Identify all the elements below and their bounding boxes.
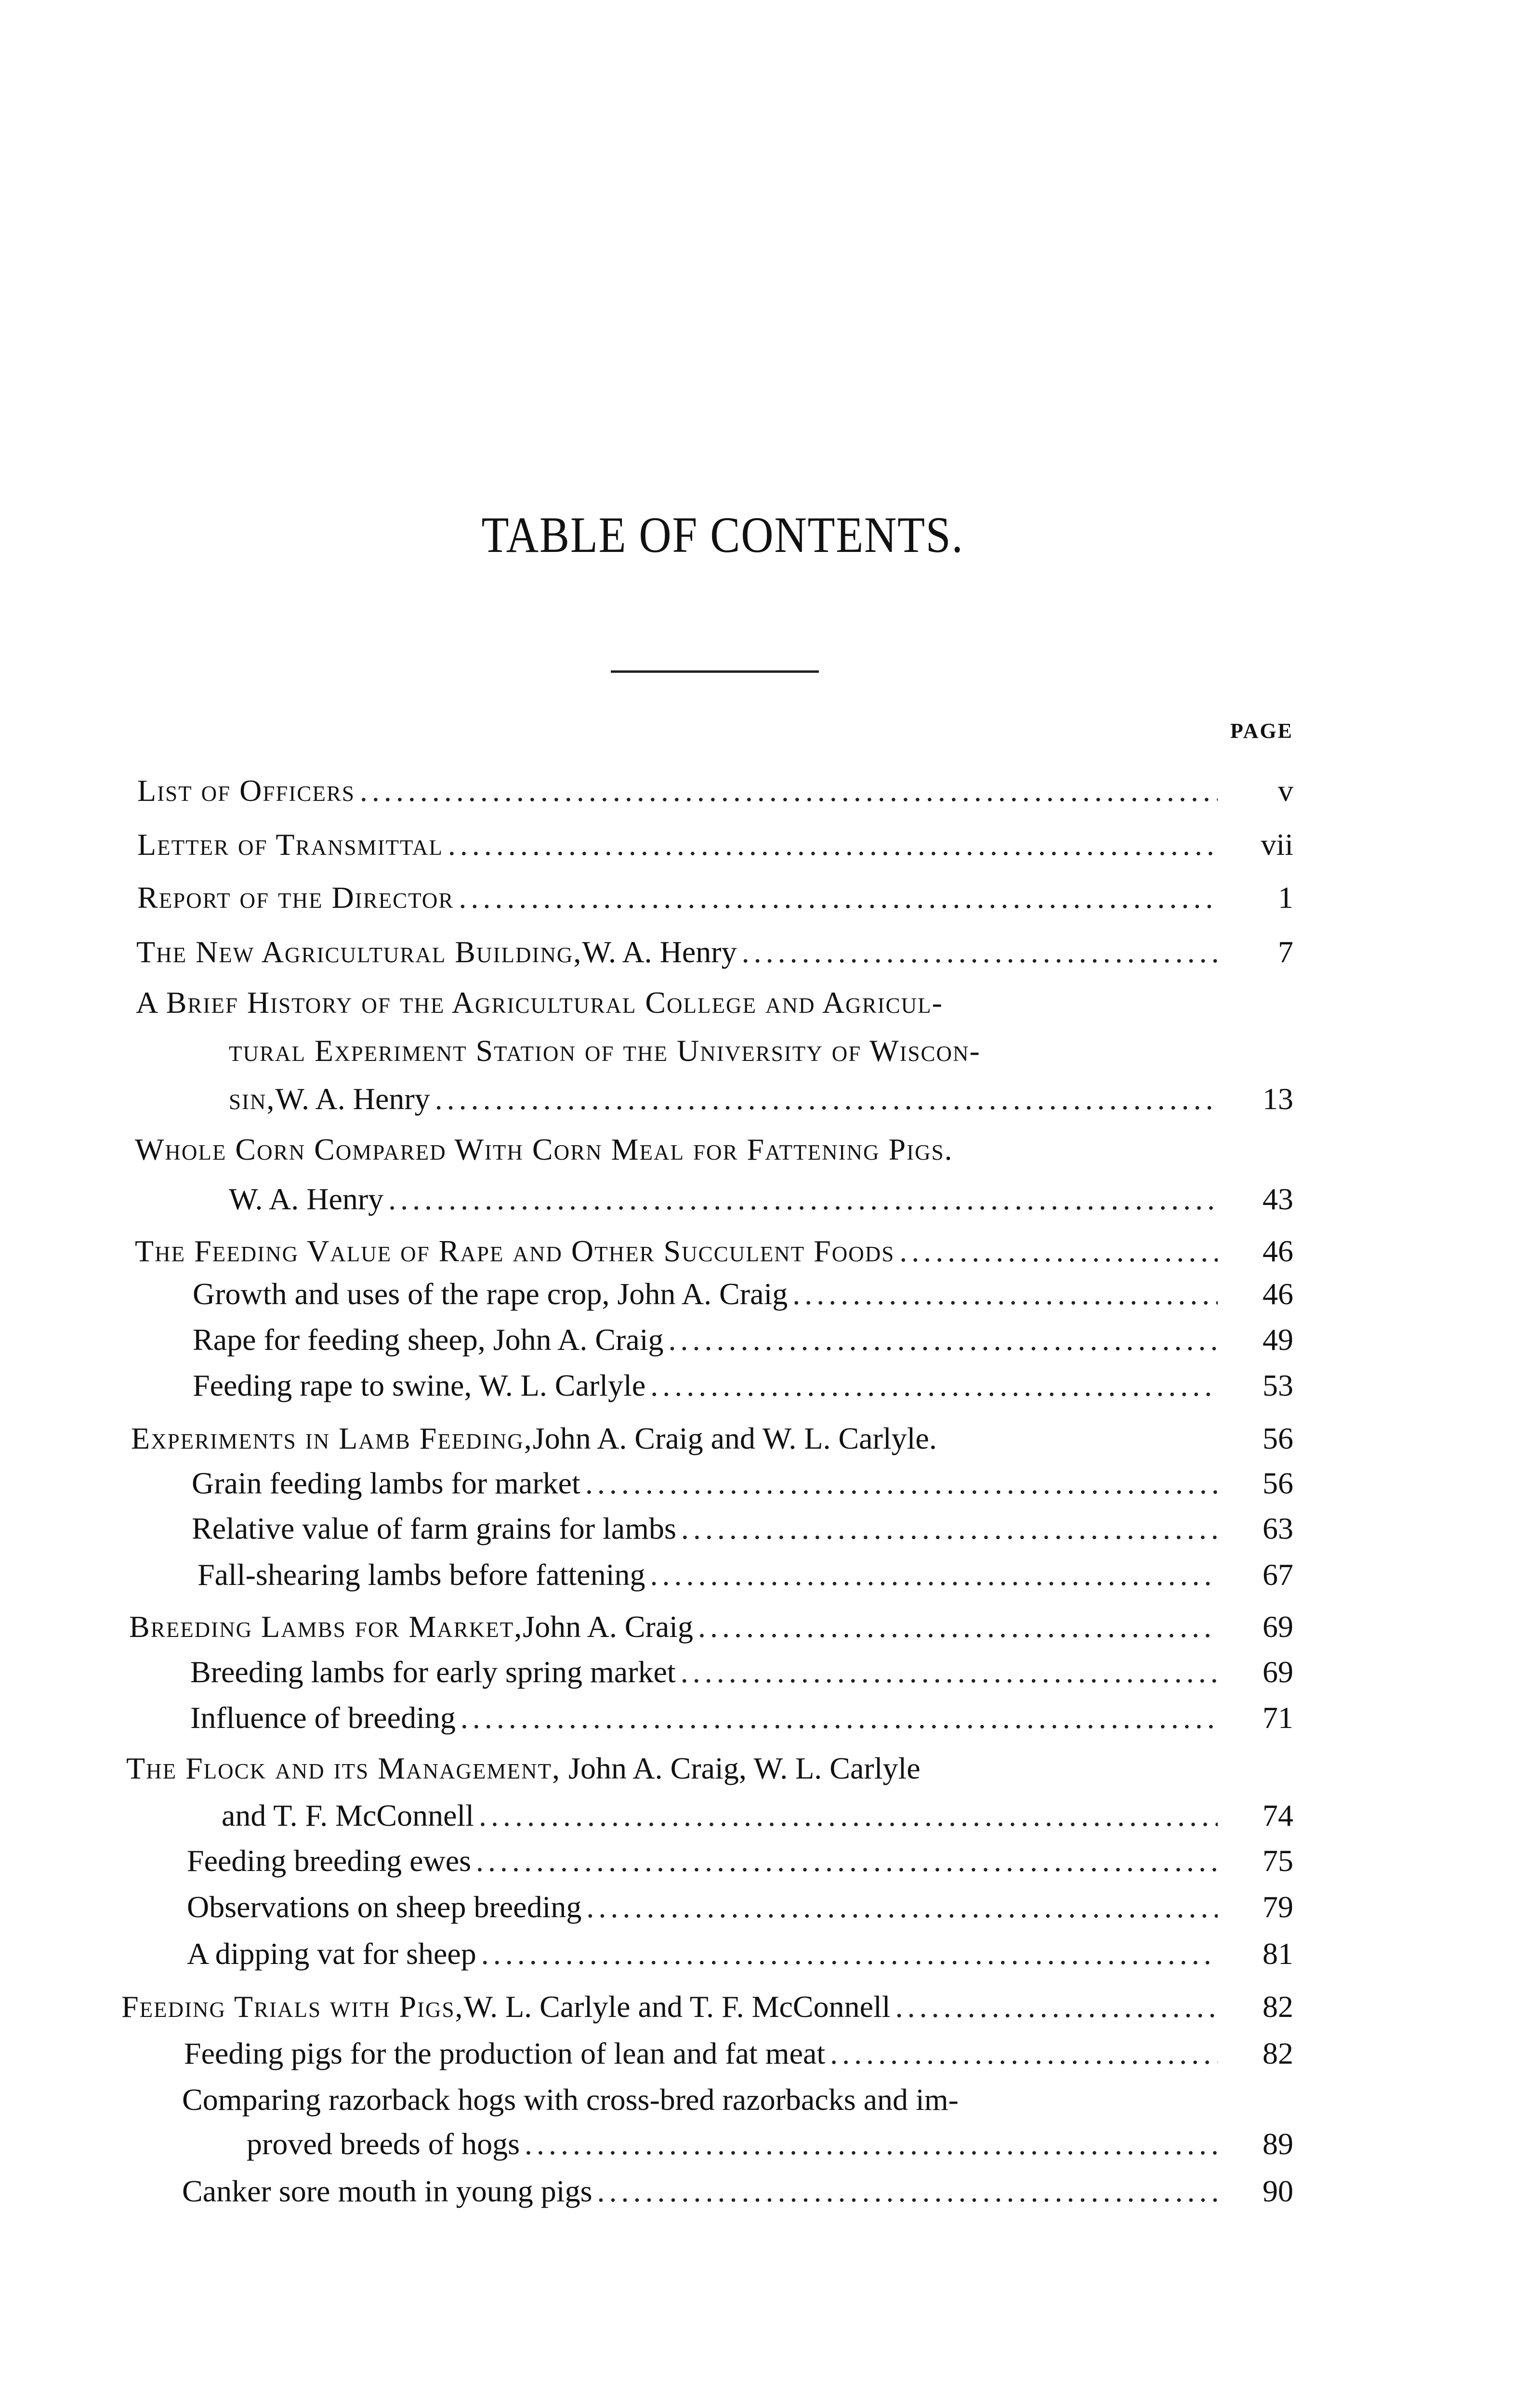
toc-entry — [229, 1179, 1223, 1219]
toc-entry-title: The Flock and its Management, — [126, 1751, 561, 1785]
toc-page-number: 67 — [1263, 1557, 1293, 1592]
page-column-header: PAGE — [1230, 719, 1293, 743]
toc-entry — [193, 1365, 1223, 1406]
dot-leader — [435, 1079, 1218, 1119]
toc-entry-title: List of Officers — [137, 773, 355, 808]
dot-leader — [830, 2033, 1218, 2074]
toc-entry — [129, 1607, 1223, 1647]
toc-page-number: 69 — [1263, 1655, 1293, 1689]
toc-entry-title: Rape for feeding sheep, John A. Craig — [193, 1322, 664, 1357]
toc-entry — [136, 932, 1223, 972]
toc-entry — [190, 1652, 1223, 1692]
toc-entry-author: W. A. Henry — [275, 1082, 430, 1116]
toc-page-number: 13 — [1263, 1082, 1293, 1116]
toc-entry-title: Comparing razorback hogs with cross-bred razorbacks and im- — [182, 2082, 959, 2117]
dot-leader — [585, 1463, 1218, 1504]
dot-leader — [669, 1320, 1218, 1360]
dot-leader — [681, 1508, 1218, 1549]
toc-entry-author: and T. F. McConnell — [222, 1798, 474, 1832]
toc-page-number: 43 — [1263, 1182, 1293, 1216]
toc-entry — [137, 771, 1223, 811]
toc-entry-author: W. A. Henry — [229, 1182, 384, 1216]
toc-entry-title: Fall-shearing lambs before fattening — [197, 1557, 645, 1592]
dot-leader — [792, 1274, 1218, 1314]
dot-leader — [460, 1698, 1218, 1738]
toc-entry — [135, 1231, 1223, 1271]
toc-page-number: 49 — [1263, 1322, 1293, 1357]
toc-entry-title: The Feeding Value of Rape and Other Succulent Foods — [135, 1234, 895, 1268]
toc-page-number: 56 — [1263, 1421, 1293, 1455]
toc-entry — [184, 2033, 1223, 2074]
toc-page-number: 46 — [1263, 1277, 1293, 1311]
toc-entry-title: Feeding rape to swine, W. L. Carlyle — [193, 1368, 646, 1402]
toc-entry — [187, 1841, 1223, 1881]
toc-entry-author: John A. Craig — [523, 1610, 694, 1644]
toc-page-number: 79 — [1263, 1890, 1293, 1924]
toc-entry-title: A Brief History of the Agricultural College and Agricul- — [136, 985, 943, 1020]
toc-entry-author: W. L. Carlyle and T. F. McConnell — [463, 1989, 891, 2024]
toc-entry — [131, 1418, 1223, 1459]
dot-leader — [479, 1795, 1218, 1836]
toc-entry — [126, 1748, 921, 1789]
toc-entry-title: Feeding pigs for the production of lean and fat meat — [184, 2036, 826, 2070]
toc-entry-title: Feeding breeding ewes — [187, 1844, 472, 1878]
toc-entry — [222, 1795, 1223, 1836]
toc-page-number: 1 — [1278, 880, 1293, 915]
toc-page-number: vii — [1261, 827, 1293, 862]
toc-entry-title: Grain feeding lambs for market — [192, 1466, 580, 1500]
toc-entry-title-continued: sin, — [229, 1082, 276, 1116]
toc-entry — [192, 1463, 1223, 1504]
dot-leader — [650, 1365, 1218, 1406]
toc-page-number: v — [1278, 773, 1293, 808]
dot-leader — [698, 1607, 1218, 1647]
toc-entry — [187, 1887, 1223, 1927]
toc-entry-title: Whole Corn Compared With Corn Meal for Fattening Pigs. — [135, 1132, 953, 1166]
toc-entry-title: Feeding Trials with Pigs, — [121, 1989, 464, 2024]
dot-leader — [899, 1231, 1218, 1271]
toc-entry — [229, 1079, 1223, 1119]
toc-entry — [247, 2124, 1223, 2164]
dot-leader — [597, 2171, 1218, 2212]
dot-leader — [476, 1841, 1218, 1881]
toc-entry-author: John A. Craig and W. L. Carlyle. — [532, 1421, 937, 1455]
toc-entry — [187, 1934, 1223, 1974]
toc-entry-title: Letter of Transmittal — [137, 827, 443, 862]
toc-entry — [190, 1698, 1223, 1738]
toc-entry — [193, 1274, 1223, 1314]
toc-entry-title: Growth and uses of the rape crop, John A. Craig — [193, 1277, 788, 1311]
toc-entry — [121, 1987, 1223, 2027]
toc-entry — [137, 877, 1223, 918]
toc-page-number: 56 — [1263, 1466, 1293, 1500]
toc-page-number: 90 — [1263, 2174, 1293, 2208]
toc-page-number: 46 — [1263, 1234, 1293, 1268]
toc-entry-title: Observations on sheep breeding — [187, 1890, 582, 1924]
dot-leader — [650, 1555, 1218, 1595]
toc-entry — [193, 1320, 1223, 1360]
dot-leader — [895, 1987, 1218, 2027]
toc-page-number: 63 — [1263, 1511, 1293, 1545]
toc-entry-title: Breeding lambs for early spring market — [190, 1655, 676, 1689]
toc-entry — [192, 1508, 1223, 1549]
toc-entry-title: Report of the Director — [137, 880, 454, 915]
toc-page-number: 75 — [1263, 1844, 1293, 1878]
toc-entry-title-continued: tural Experiment Station of the University of Wiscon- — [229, 1034, 981, 1068]
toc-page-number: 69 — [1263, 1610, 1293, 1644]
toc-entry-title: Experiments in Lamb Feeding, — [131, 1421, 533, 1455]
toc-entry-author: W. A. Henry — [582, 935, 737, 969]
toc-entry — [182, 2171, 1223, 2212]
dot-leader — [525, 2124, 1218, 2164]
toc-page-number: 74 — [1263, 1798, 1293, 1832]
dot-leader — [742, 932, 1218, 972]
toc-page-number: 71 — [1263, 1701, 1293, 1735]
toc-entry-author: John A. Craig, W. L. Carlyle — [561, 1751, 921, 1785]
page-title: TABLE OF CONTENTS. — [481, 507, 964, 563]
toc-page-number: 53 — [1263, 1368, 1293, 1402]
dot-leader — [586, 1887, 1218, 1927]
toc-entry-title: Influence of breeding — [190, 1701, 456, 1735]
toc-page-number: 7 — [1278, 935, 1293, 969]
toc-entry-title: Relative value of farm grains for lambs — [192, 1511, 676, 1545]
dot-leader — [481, 1934, 1218, 1974]
toc-entry — [197, 1555, 1223, 1595]
dot-leader — [360, 771, 1218, 811]
dot-leader — [448, 824, 1218, 865]
toc-page-number: 81 — [1263, 1937, 1293, 1971]
toc-page-number: 82 — [1263, 2036, 1293, 2070]
toc-entry-title: Breeding Lambs for Market, — [129, 1610, 523, 1644]
toc-entry-title: The New Agricultural Building, — [136, 935, 582, 969]
dot-leader — [681, 1652, 1218, 1692]
toc-entry-title-continued: proved breeds of hogs — [247, 2127, 520, 2161]
toc-entry-title: A dipping vat for sheep — [187, 1937, 476, 1971]
toc-entry-title: Canker sore mouth in young pigs — [182, 2174, 592, 2208]
dot-leader — [459, 877, 1218, 918]
toc-entry — [137, 824, 1223, 865]
toc-page-number: 82 — [1263, 1989, 1293, 2024]
toc-page-number: 89 — [1263, 2127, 1293, 2161]
dot-leader — [388, 1179, 1218, 1219]
